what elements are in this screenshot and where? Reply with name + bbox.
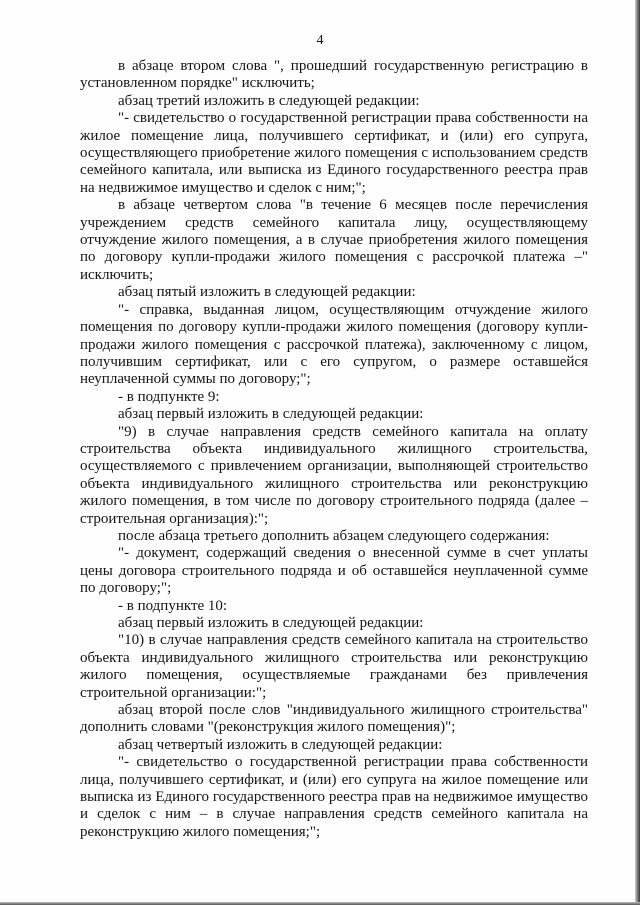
paragraph: абзац второй после слов "индивидуального жилищного строительства" дополнить словами "(реконструкция жилого помещения)"; bbox=[80, 702, 588, 736]
paragraph: "10) в случае направления средств семейного капитала на строительство объекта индивидуального жилищного строительства или реконструкцию жилого помещения, осуществляемые гражданами без привлечения строительной организации:"; bbox=[80, 632, 588, 701]
paragraph: в абзаце втором слова ", прошедший государственную регистрацию в установленном порядке" исключить; bbox=[80, 58, 588, 92]
scan-edge-right bbox=[635, 0, 640, 905]
paragraph: абзац первый изложить в следующей редакции: bbox=[118, 406, 424, 423]
paragraph: после абзаца третьего дополнить абзацем следующего содержания: bbox=[118, 527, 550, 544]
paragraph: абзац четвертый изложить в следующей редакции: bbox=[118, 736, 443, 753]
paragraph: - в подпункте 10: bbox=[118, 597, 228, 614]
paragraph: "- свидетельство о государственной регистрации права собственности на жилое помещение лица, получившего сертификат, и (или) его супруга, осуществляющего приобретение жилого помещения с использованием средств семейного капитала, или выписка из Единого государственного реестра прав на недвижимое имущество и сделок с ним;"; bbox=[80, 110, 588, 196]
paragraph: абзац первый изложить в следующей редакции: bbox=[118, 615, 424, 631]
paragraph: "- свидетельство о государственной регистрации права собственности лица, получившего сертификат, и (или) его супруга на жилое помещение или выписка из Единого государственного реестра прав на недвижимое имущество и сделок с ним – в случае направления средств семейного капитала на реконструкцию жилого помещения;"; bbox=[80, 754, 588, 840]
paragraph: "- документ, содержащий сведения о внесенной сумме в счет уплаты цены договора строительного подряда и об оставшейся неуплаченной сумме по договору;"; bbox=[80, 545, 588, 597]
paragraph: в абзаце четвертом слова "в течение 6 месяцев после перечисления учреждением средств семейного капитала лицу, осуществляющему отчуждение жилого помещения, а в случае приобретения жилого помещения по договору купли-продажи жилого помещения с рассрочкой платежа –" исключить; bbox=[80, 197, 588, 283]
paragraph: "9) в случае направления средств семейного капитала на оплату строительства объекта индивидуального жилищного строительства, осуществляемого с привлечением организации, выполняющей строительство объекта индивидуального жилищного строительства или реконструкцию жилого помещения, в том числе по договору строительного подряда (далее – строительная организация):"; bbox=[80, 423, 588, 527]
paragraph: абзац пятый изложить в следующей редакции: bbox=[118, 284, 416, 301]
document-body bbox=[80, 58, 588, 841]
paragraph: - в подпункте 9: bbox=[118, 388, 220, 405]
paragraph: "- справка, выданная лицом, осуществляющим отчуждение жилого помещения по договору купли-продажи жилого помещения (договору купли-продажи жилого помещения с рассрочкой платежа), заключенному с лицом, получившим сертификат, или с его супругом, о размере оставшейся неуплаченной суммы по договору;"; bbox=[80, 301, 588, 388]
page-number: 4 bbox=[316, 33, 324, 48]
paragraph: абзац третий изложить в следующей редакции: bbox=[118, 92, 420, 109]
